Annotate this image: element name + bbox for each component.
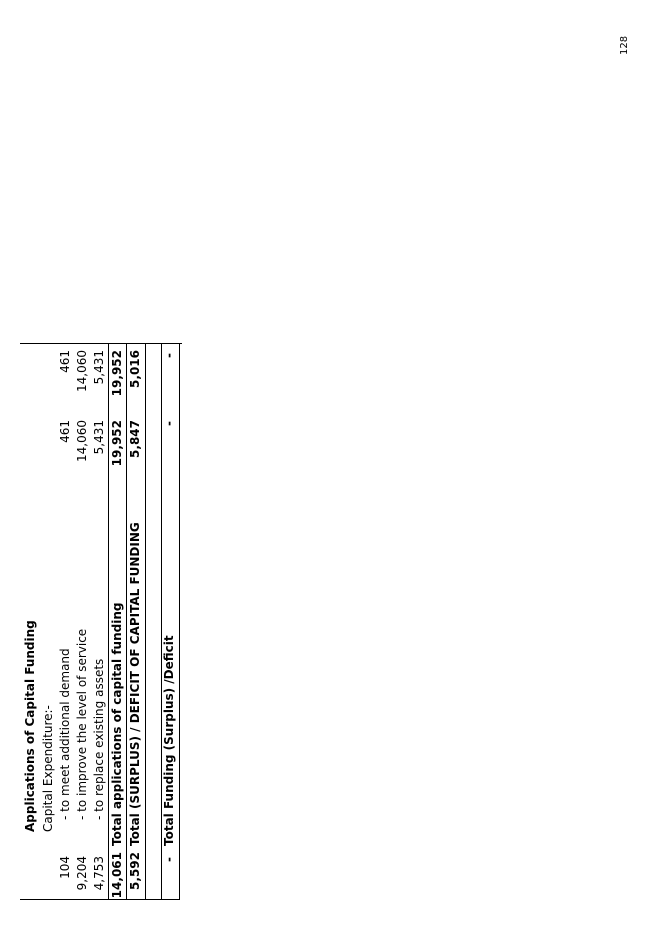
row-value-col2: 5,431 [92,350,106,385]
section-title: Applications of Capital Funding [23,620,37,832]
total-apps-label: Total applications of capital funding [110,602,124,846]
rule-above-total [108,343,109,900]
surplus-prior: 5,592 [128,852,142,890]
row-prior-value: 104 [58,856,72,879]
row-label: - to improve the level of service [75,628,89,820]
surplus-col1: 5,847 [128,420,142,458]
rule-below-surplus [145,343,146,900]
right-border [20,343,182,344]
surplus-col2: 5,016 [128,350,142,388]
page-number: 128 [619,35,630,55]
surplus-label: Total (SURPLUS) / DEFICIT OF CAPITAL FUNDING [128,522,142,846]
row-value-col1: 5,431 [92,420,106,455]
total-apps-prior: 14,061 [110,852,124,899]
row-value-col2: 461 [58,350,72,373]
total-funding-col2: - [162,353,176,358]
row-value-col2: 14,060 [75,350,89,392]
row-value-col1: 14,060 [75,420,89,462]
total-funding-col1: - [162,421,176,426]
total-apps-col1: 19,952 [110,420,124,467]
rule-above-surplus [126,343,127,900]
row-label: - to meet additional demand [58,648,72,820]
row-label: - to replace existing assets [92,658,106,820]
total-funding-prior: - [162,857,176,862]
total-apps-col2: 19,952 [110,350,124,397]
rule-bottom [179,343,180,900]
capital-funding-table [20,340,190,900]
row-value-col1: 461 [58,420,72,443]
total-funding-label: Total Funding (Surplus) /Deficit [162,635,176,846]
row-prior-value: 4,753 [92,856,106,891]
capex-label: Capital Expenditure:- [41,705,55,832]
row-prior-value: 9,204 [75,856,89,891]
